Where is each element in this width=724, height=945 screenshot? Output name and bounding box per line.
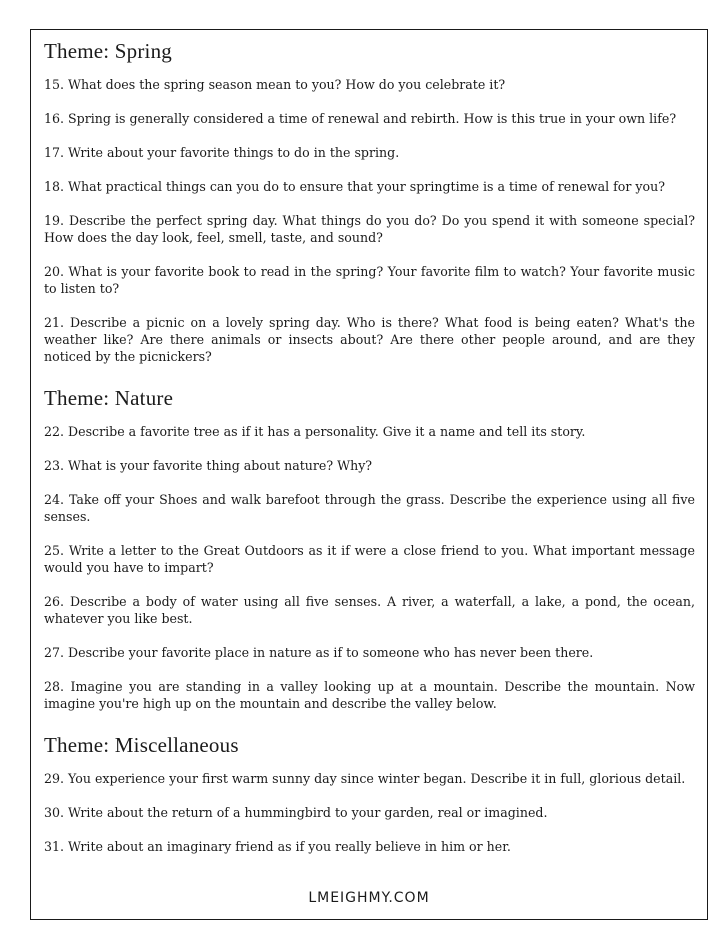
prompt-item: 29. You experience your first warm sunny day since winter began. Describe it in full, glorious detail. <box>44 771 686 786</box>
section-nature <box>44 385 695 712</box>
section-heading: Theme: Spring <box>44 39 172 63</box>
prompt-item: 26. Describe a body of water using all five senses. A river, a waterfall, a lake, a pond, the ocean, whatever you like best. <box>44 594 695 626</box>
prompt-item: 19. Describe the perfect spring day. What things do you do? Do you spend it with someone special? How does the day look, feel, smell, taste, and sound? <box>44 213 695 245</box>
prompt-item: 18. What practical things can you do to ensure that your springtime is a time of renewal for you? <box>44 179 665 194</box>
section-heading: Theme: Nature <box>44 386 174 410</box>
prompt-list <box>44 38 695 872</box>
prompt-item: 17. Write about your favorite things to do in the spring. <box>44 145 400 160</box>
prompt-item: 24. Take off your Shoes and walk barefoot through the grass. Describe the experience using all five senses. <box>44 492 695 524</box>
footer-website-url: LMEIGHMY.COM <box>308 890 430 906</box>
section-miscellaneous <box>44 732 695 855</box>
prompt-item: 21. Describe a picnic on a lovely spring day. Who is there? What food is being eaten? What's the weather like? Are there animals or insects about? Are there other people around, and are they noticed by the picnickers? <box>44 315 695 364</box>
prompt-item: 22. Describe a favorite tree as if it has a personality. Give it a name and tell its story. <box>44 424 586 439</box>
prompt-item: 16. Spring is generally considered a time of renewal and rebirth. How is this true in your own life? <box>44 111 677 126</box>
prompt-item: 15. What does the spring season mean to you? How do you celebrate it? <box>44 77 506 92</box>
prompt-item: 30. Write about the return of a hummingbird to your garden, real or imagined. <box>44 805 548 820</box>
prompt-item: 27. Describe your favorite place in nature as if to someone who has never been there. <box>44 645 594 660</box>
prompt-item: 28. Imagine you are standing in a valley looking up at a mountain. Describe the mountain. Now imagine you're high up on the mountain and describe the valley below. <box>44 679 695 711</box>
prompt-item: 23. What is your favorite thing about nature? Why? <box>44 458 373 473</box>
prompt-item: 31. Write about an imaginary friend as if you really believe in him or her. <box>44 839 511 854</box>
section-spring <box>44 38 695 365</box>
prompt-item: 25. Write a letter to the Great Outdoors as it if were a close friend to you. What important message would you have to impart? <box>44 543 695 575</box>
prompt-item: 20. What is your favorite book to read in the spring? Your favorite film to watch? Your favorite music to listen to? <box>44 264 695 296</box>
section-heading: Theme: Miscellaneous <box>44 733 239 757</box>
